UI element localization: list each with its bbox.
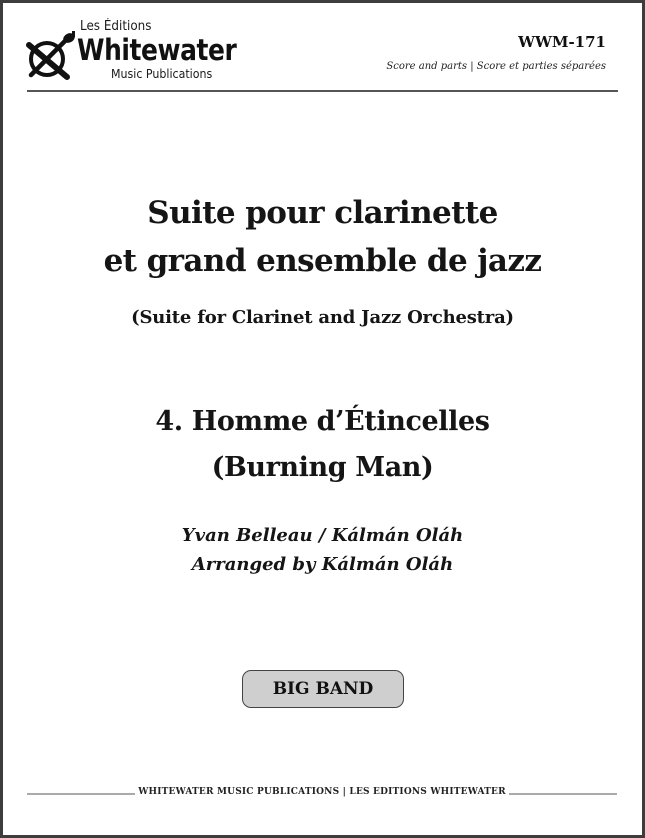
logo-emblem-icon bbox=[25, 29, 79, 83]
composer-credit: Yvan Belleau / Kálmán Oláh bbox=[181, 525, 464, 546]
ensemble-badge: BIG BAND bbox=[242, 670, 404, 708]
logo-subtitle: Music Publications bbox=[111, 67, 213, 81]
score-note: Score and parts | Score et parties séparées bbox=[386, 61, 606, 72]
footer-rule-left bbox=[27, 793, 135, 795]
publisher-logo bbox=[23, 19, 253, 87]
movement-subtitle: (Burning Man) bbox=[211, 452, 434, 483]
logo-wordmark: Whitewater bbox=[77, 33, 237, 67]
logo-small-text: Les Éditions bbox=[80, 19, 152, 34]
movement-title: 4. Homme d’Étincelles bbox=[155, 406, 490, 437]
title-line-2: et grand ensemble de jazz bbox=[103, 243, 542, 279]
arranger-credit: Arranged by Kálmán Oláh bbox=[191, 554, 454, 575]
title-subtitle: (Suite for Clarinet and Jazz Orchestra) bbox=[131, 307, 514, 328]
footer-rule-right bbox=[509, 793, 617, 795]
catalog-number: WWM-171 bbox=[518, 33, 606, 51]
title-line-1: Suite pour clarinette bbox=[147, 195, 498, 231]
footer-publisher: WHITEWATER MUSIC PUBLICATIONS | LES EDITIONS WHITEWATER bbox=[138, 787, 506, 797]
header-divider bbox=[27, 90, 618, 92]
